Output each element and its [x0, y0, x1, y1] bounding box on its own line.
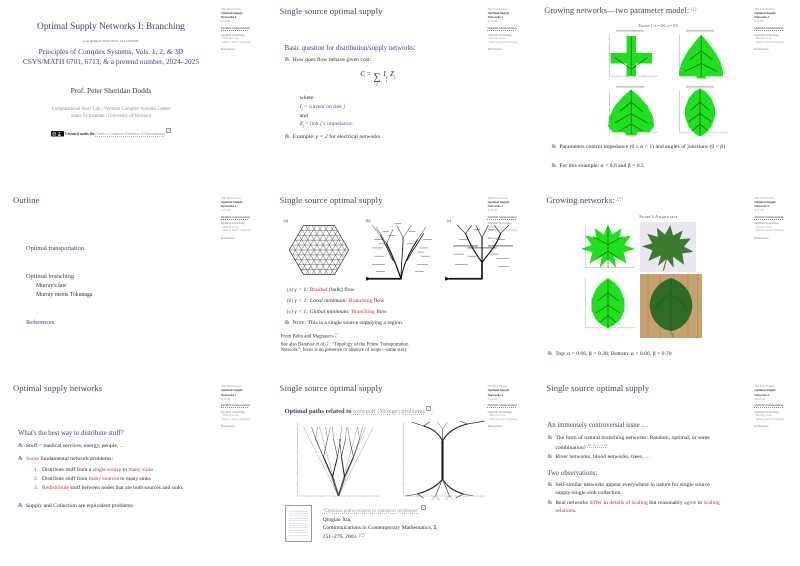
- slide-title-page: [0, 0, 267, 189]
- series-line: Principles of Complex Systems, Vols. 1, 2, & 3D: [38, 47, 184, 56]
- sidebar-link-optimal-transportation[interactable]: Optimal transportation: [754, 403, 784, 408]
- cost-formula: [267, 70, 489, 87]
- affiliation-line-1: Computational Story Lab | Vermont Complex Systems Center: [51, 107, 171, 112]
- paper-title-link[interactable]: “Optimal paths related to transport problems”: [322, 508, 420, 515]
- slide-title: Single source optimal supply: [546, 383, 650, 394]
- subfigure-label-a: (a): [283, 217, 289, 223]
- sidebar-link-optimal-transportation[interactable]: Optimal transportation: [221, 403, 250, 408]
- floral-bullet-icon: &: [284, 134, 290, 140]
- sidebar-link-references[interactable]: References: [221, 46, 236, 51]
- formula-impedance: Z: [389, 70, 394, 78]
- outline-item-murray-meets-tokunaga[interactable]: Murray meets Tokunaga: [36, 291, 93, 298]
- sidebar-deck-title: Optimal Supply Networks I: [754, 11, 777, 20]
- bullet-text: Self-similar networks appear everywhere in nature for single source supply/single sink collection.: [555, 482, 710, 496]
- slide-sidebar: [221, 384, 255, 428]
- slide-sidebar: [488, 196, 522, 240]
- sidebar-link-murrays-law[interactable]: Murray's Law: [489, 224, 506, 229]
- source-line-2: See also Banavar et al.[1]: “Topology of the Fittest Transportation: [280, 339, 409, 348]
- floral-bullet-icon: &: [284, 319, 290, 326]
- sidebar-link-optimal-branching[interactable]: Optimal branching: [221, 32, 245, 37]
- pocsverse-brand: The PoCSverse: [754, 7, 775, 11]
- slide-title: Outline: [13, 194, 40, 205]
- course-line: CSYS/MATH 6701, 6713, & a pretend number, 2024–2025: [22, 57, 200, 66]
- sidebar-page-number: 9 of 29: [754, 208, 764, 213]
- sidebar-deck-title: Optimal Supply Networks I: [221, 388, 243, 397]
- sidebar-link-murrays-law[interactable]: Murray's Law: [222, 35, 239, 40]
- citation-ref[interactable]: [1]: [325, 339, 330, 344]
- license-line: [0, 128, 222, 137]
- sidebar-link-optimal-branching[interactable]: Optimal branching: [221, 410, 245, 415]
- sidebar-link-murray-meets-tokunaga[interactable]: Murray meets Tokunaga: [489, 228, 518, 233]
- deck-title: Optimal Supply Networks I: Branching: [37, 22, 185, 32]
- hexagonal-mesh-figure: [281, 217, 357, 283]
- sidebar-link-references[interactable]: References: [487, 46, 502, 51]
- citation-ref[interactable]: [20]: [359, 532, 365, 537]
- sidebar-link-optimal-transportation[interactable]: Optimal transportation: [221, 214, 250, 219]
- monge-problems-link[interactable]: transport (Monge) problems: [353, 408, 426, 416]
- simulated-maple-leaf-figure: [579, 222, 637, 272]
- pocsverse-brand: The PoCSverse: [221, 384, 241, 389]
- outline-item-optimal-transportation[interactable]: Optimal transportation: [26, 244, 85, 252]
- sidebar-deck-title: Optimal Supply Networks I: [221, 199, 243, 208]
- growth-panel-4: [669, 86, 731, 139]
- outline-item-optimal-branching[interactable]: Optimal branching: [26, 272, 75, 280]
- sidebar-link-references[interactable]: References: [754, 46, 769, 51]
- floral-bullet-icon: &: [551, 163, 557, 169]
- citation-block: [323, 505, 498, 541]
- bullet-text: Supply and Collection are equivalent problems: [26, 503, 133, 510]
- branching-tree-local-figure: [362, 217, 438, 283]
- figure-caption: Figure 1. α = 0.6, β = 0.5: [638, 24, 679, 28]
- sidebar-link-murray-meets-tokunaga[interactable]: Murray meets Tokunaga: [222, 417, 251, 422]
- bullet-text: Parameters control impedance (0 ≤ α < 1) and angles of junctions (0 < β): [559, 144, 726, 150]
- figure-caption: Figure 3. A maple leaf: [639, 214, 678, 219]
- slide-outline: [0, 189, 267, 378]
- sidebar-link-optimal-branching[interactable]: Optimal branching: [487, 32, 512, 37]
- affiliation-line-2: Santa Fe Institute | University of Vermont: [70, 114, 151, 119]
- external-link-icon: [166, 128, 171, 133]
- formula-eq: =: [366, 70, 371, 78]
- sidebar-page-number: 7 of 29: [487, 396, 497, 401]
- section-heading: What's the best way to distribute stuff?: [18, 430, 124, 438]
- numbered-item-2: 2. Distribute stuff from many sources to many sinks: [34, 476, 151, 483]
- last-updated: Last updated: 2024/10/15, 14:11:50 EDT: [83, 39, 139, 43]
- sidebar-link-murrays-law[interactable]: Murray's Law: [755, 35, 773, 40]
- simulated-round-leaf-figure: [579, 276, 637, 332]
- growth-panel-2: [669, 30, 731, 83]
- sidebar-link-references[interactable]: References: [754, 424, 769, 429]
- slide-sidebar: [754, 7, 788, 51]
- subfigure-label-c: (c): [446, 217, 452, 223]
- citation-ref[interactable]: [6, 19, 2, 3, 4]: [587, 442, 607, 447]
- sum-index: j: [376, 82, 378, 86]
- note-text: Note: This is a single source supplying a region.: [292, 319, 404, 326]
- sidebar-page-number: 6 of 29: [487, 208, 497, 213]
- slide-sidebar: [754, 196, 788, 240]
- sidebar-link-murray-meets-tokunaga[interactable]: Murray meets Tokunaga: [489, 39, 518, 44]
- section-heading-2: Two observations:: [547, 470, 598, 478]
- bullet-text: River networks, blood networks, trees, …: [555, 454, 651, 461]
- pocsverse-brand: The PoCSverse: [754, 195, 775, 200]
- sidebar-link-murrays-law[interactable]: Murray's Law: [755, 224, 773, 229]
- slide-monge-transport: [267, 377, 534, 566]
- outline-item-murrays-law[interactable]: Murray's law: [36, 282, 67, 289]
- sidebar-link-murrays-law[interactable]: Murray's Law: [755, 413, 773, 418]
- floral-bullet-icon: &: [284, 57, 290, 63]
- sum-symbol: ∑: [373, 72, 381, 83]
- sidebar-link-optimal-branching[interactable]: Optimal branching: [221, 221, 245, 226]
- bullet-text: The form of natural branching networks: Random, optimal, or some combination? [6, 19, 2, 3, 4]: [555, 435, 710, 451]
- source-line-1: From Bohn and Magnasco [3]: [280, 331, 338, 340]
- sidebar-link-references[interactable]: References: [221, 424, 236, 429]
- bullet-text: Real networks differ in details of scaling but reasonably agree in scaling relations.: [555, 500, 720, 514]
- external-link-icon: [421, 505, 426, 510]
- slide-sidebar: [488, 7, 522, 51]
- sidebar-link-optimal-transportation[interactable]: Optimal transportation: [754, 26, 784, 31]
- floral-bullet-icon: &: [547, 482, 553, 489]
- sidebar-page-number: 4 of 29: [487, 19, 497, 24]
- sidebar-link-murrays-law[interactable]: Murray's Law: [222, 224, 239, 229]
- sidebar-link-murray-meets-tokunaga[interactable]: Murray meets Tokunaga: [222, 228, 251, 233]
- floral-bullet-icon: &: [547, 435, 553, 442]
- sidebar-deck-title: Optimal Supply Networks I: [754, 199, 777, 208]
- flow-item-a: (a) γ > 1: Braided (bulk) flow: [286, 286, 355, 293]
- source-line-3: Network”; focus is on presence or absence of loops—same story: [280, 347, 408, 353]
- sidebar-link-murrays-law[interactable]: Murray's Law: [222, 413, 239, 418]
- sidebar-page-number: 1 of 29: [221, 19, 231, 24]
- slide-sidebar: [221, 196, 255, 240]
- sidebar-link-murray-meets-tokunaga[interactable]: Murray meets Tokunaga: [755, 228, 784, 233]
- floral-bullet-icon: &: [18, 443, 23, 450]
- slide-sidebar: [488, 384, 522, 428]
- sidebar-deck-title: Optimal Supply Networks I: [221, 11, 243, 20]
- citation-ref[interactable]: [3]: [333, 331, 338, 336]
- pocsverse-brand: The PoCSverse: [221, 195, 241, 200]
- growth-panel-3: [599, 86, 661, 139]
- citation-author: Qinglan Xia,: [322, 517, 352, 523]
- sidebar-link-optimal-branching[interactable]: Optimal branching: [754, 410, 779, 415]
- floral-bullet-icon: &: [547, 350, 553, 357]
- citation-journal: Communications in Contemporary Mathematics, 5,: [322, 525, 438, 532]
- bullet-text: Top: α = 0.66, β = 0.38; Bottom: α = 0.66, β = 0.70: [555, 350, 672, 357]
- sidebar-link-murrays-law[interactable]: Murray's Law: [489, 413, 506, 418]
- sidebar-deck-title: Optimal Supply Networks I: [487, 11, 510, 20]
- sidebar-link-murray-meets-tokunaga[interactable]: Murray meets Tokunaga: [755, 417, 784, 422]
- sidebar-deck-title: Optimal Supply Networks I: [487, 388, 510, 397]
- formula-sub-j: j: [385, 78, 387, 83]
- sidebar-deck-title: Optimal Supply Networks I: [487, 199, 510, 208]
- floral-bullet-icon: &: [551, 144, 557, 150]
- citation-pages: 251–279, 2003. [20]: [322, 532, 365, 541]
- sidebar-link-references[interactable]: References: [487, 235, 502, 240]
- section-heading: Basic question for distribution/supply networks:: [284, 45, 416, 52]
- pocsverse-brand: The PoCSverse: [221, 7, 241, 11]
- formula-current: I: [383, 70, 386, 78]
- slide-basic-question: [267, 0, 534, 189]
- slide-controversial-issue: [533, 377, 800, 566]
- slide-title: Growing networks: [21]: [546, 194, 623, 205]
- slide-sidebar: [221, 7, 255, 51]
- bullet-text: Example: γ = 2 for electrical networks.: [292, 134, 382, 140]
- impedance-definition: $Z_j$ = link j’s impedance.: [299, 121, 354, 129]
- slide-title: Growing networks—two parameter model: [21]: [544, 6, 698, 15]
- round-leaf-photo: [640, 274, 702, 338]
- sidebar-page-number: 2 of 29: [221, 208, 231, 213]
- slide-title: Optimal supply networks: [13, 383, 103, 394]
- cc-by-badge-icon[interactable]: [51, 131, 64, 137]
- author: Prof. Peter Sheridan Dodds: [70, 86, 152, 95]
- summation: [373, 73, 380, 87]
- sidebar-page-number: 8 of 29: [754, 19, 764, 24]
- slide-title: Single source optimal supply: [279, 6, 383, 16]
- slide-optimal-supply-networks: [0, 377, 267, 566]
- citation-ref[interactable]: [21]: [691, 6, 698, 11]
- slide-maple-leaf: [533, 189, 800, 378]
- sidebar-deck-title: Optimal Supply Networks I: [754, 388, 777, 397]
- sidebar-link-optimal-branching[interactable]: Optimal branching: [487, 410, 512, 415]
- sidebar-link-murrays-law[interactable]: Murray's Law: [489, 35, 506, 40]
- outline-item-references[interactable]: References: [26, 318, 55, 326]
- formula-sub-j2: j: [393, 74, 396, 80]
- sidebar-page-number: 3 of 29: [221, 396, 231, 401]
- sidebar-link-references[interactable]: References: [754, 235, 769, 240]
- growth-panel-1: [599, 30, 661, 83]
- citation-ref[interactable]: [21]: [616, 195, 623, 200]
- slide-title: Single source optimal supply: [279, 194, 383, 205]
- sidebar-link-optimal-transportation[interactable]: Optimal transportation: [754, 214, 784, 219]
- subheading: Optimal paths related to transport (Monge) problems :: [284, 408, 433, 416]
- sidebar-link-murray-meets-tokunaga[interactable]: Murray meets Tokunaga: [222, 39, 251, 44]
- subfigure-label-b: (b): [365, 217, 371, 223]
- transport-tree-trunk-figure: [393, 419, 489, 503]
- sidebar-link-references[interactable]: References: [221, 235, 236, 240]
- formula-gamma: γ: [385, 74, 388, 79]
- sidebar-link-optimal-branching[interactable]: Optimal branching: [487, 221, 512, 226]
- formula-lhs: C: [360, 70, 365, 78]
- license-link[interactable]: Creative Commons Attribution 4.0 International: [95, 132, 165, 136]
- sidebar-link-optimal-transportation[interactable]: Optimal transportation: [487, 403, 517, 408]
- sidebar-link-optimal-transportation[interactable]: Optimal transportation: [487, 26, 517, 31]
- bullet-text: Stuff = medical services, energy, people, …: [26, 443, 126, 450]
- floral-bullet-icon: &: [547, 500, 553, 507]
- floral-bullet-icon: &: [18, 503, 23, 510]
- sidebar-link-optimal-branching[interactable]: Optimal branching: [754, 221, 779, 226]
- pocsverse-brand: The PoCSverse: [487, 384, 508, 389]
- maple-leaf-photo: [640, 222, 696, 272]
- bullet-text: Some fundamental network problems:: [26, 456, 114, 463]
- where-label: where: [299, 95, 314, 101]
- numbered-item-3: 3. Redistribute stuff between nodes that are both sources and sinks: [34, 485, 183, 492]
- slide-sidebar: [754, 384, 788, 428]
- slide-braided-branching: [267, 189, 534, 378]
- transport-tree-fan-figure: [287, 419, 383, 503]
- current-definition: $I_j$ = current on link j: [299, 104, 346, 112]
- sidebar-link-optimal-transportation[interactable]: Optimal transportation: [487, 214, 517, 219]
- sidebar-link-optimal-branching[interactable]: Optimal branching: [754, 32, 779, 37]
- license-prefix: Licensed under the: [65, 132, 95, 136]
- and-label: and: [299, 113, 308, 119]
- pocsverse-brand: The PoCSverse: [754, 384, 775, 389]
- floral-bullet-icon: &: [18, 456, 23, 463]
- sidebar-link-murray-meets-tokunaga[interactable]: Murray meets Tokunaga: [489, 417, 518, 422]
- section-heading: An immensely controversial issue …: [547, 422, 649, 430]
- bullet-text: How does flow behave given cost:: [292, 57, 372, 63]
- pocsverse-brand: The PoCSverse: [487, 7, 508, 11]
- sidebar-link-murray-meets-tokunaga[interactable]: Murray meets Tokunaga: [755, 39, 784, 44]
- bullet-text: For this example: α = 0.6 and β = 0.5: [559, 163, 644, 169]
- floral-bullet-icon: &: [547, 454, 553, 461]
- flow-item-c: (c) γ < 1: Global minimum: Branching flow: [286, 308, 387, 315]
- sidebar-link-references[interactable]: References: [487, 424, 502, 429]
- sidebar-link-optimal-transportation[interactable]: Optimal transportation: [221, 26, 250, 31]
- sidebar-page-number: 10 of 29: [754, 396, 765, 401]
- slide-two-parameter-model: [533, 0, 800, 189]
- paper-thumbnail[interactable]: [285, 505, 312, 542]
- numbered-item-1: 1. Distribute stuff from a single source to many sinks: [34, 467, 154, 474]
- flow-item-b: (b) γ < 1: Local minimum: Branching flow: [286, 297, 385, 304]
- slide-title: Single source optimal supply: [279, 383, 383, 394]
- pocsverse-brand: The PoCSverse: [487, 195, 508, 200]
